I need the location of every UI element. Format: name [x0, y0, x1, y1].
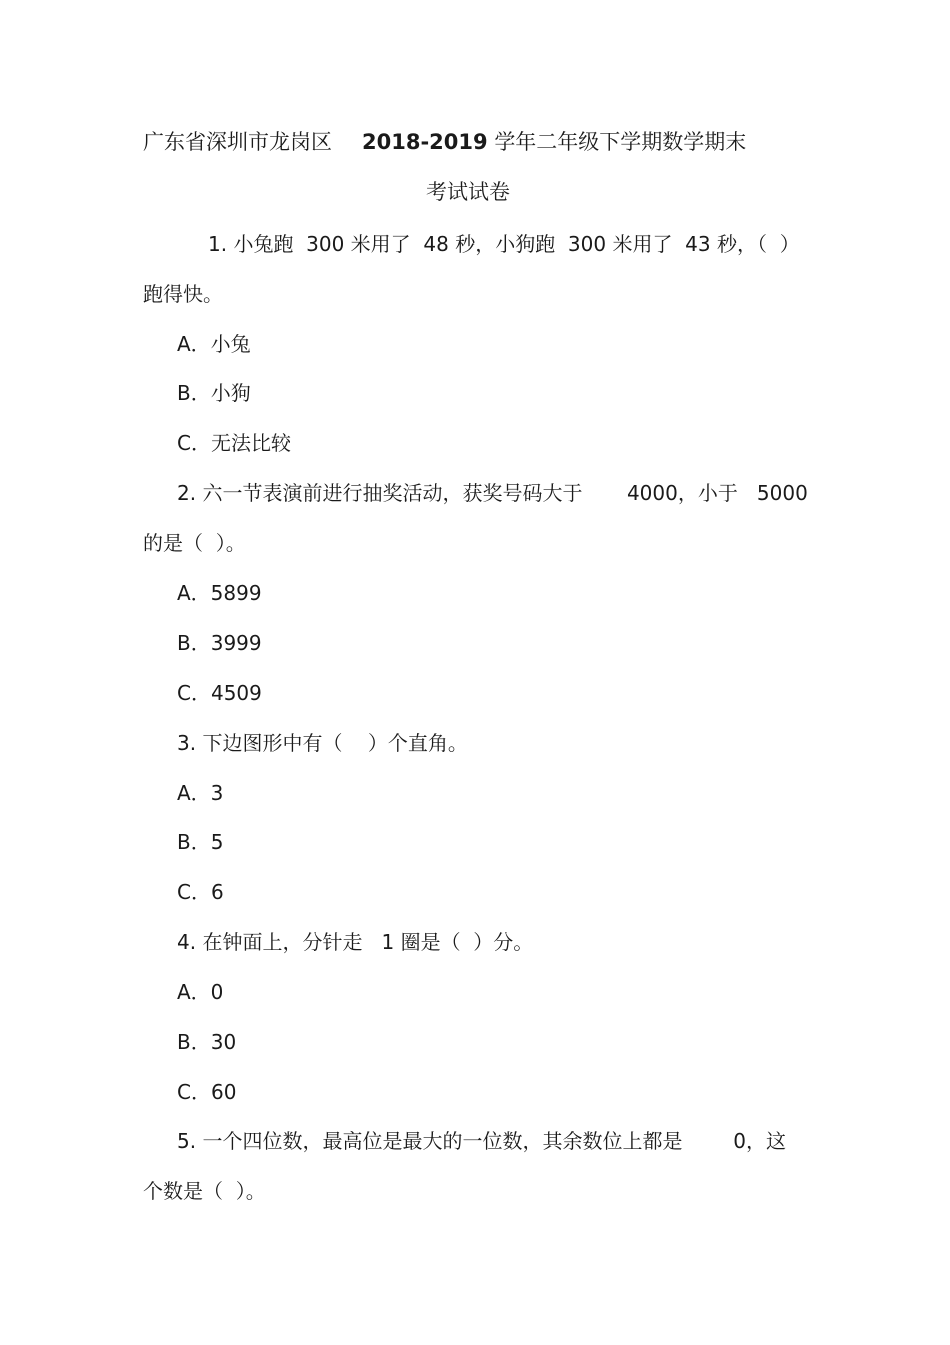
title-prefix: 广东省深圳市龙岗区 [143, 130, 332, 154]
title-year: 2018-2019 [362, 130, 488, 154]
question-2-option-a: A．5899 [177, 581, 262, 605]
question-2-stem-line-2: 的是（ ）。 [143, 531, 246, 555]
question-3-option-a: A．3 [177, 781, 224, 805]
question-5-stem-line-1: 5. 一个四位数，最高位是最大的一位数，其余数位上都是 0，这 [177, 1129, 787, 1153]
title-suffix: 学年二年级下学期数学期末 [494, 130, 747, 154]
question-4-stem-line-1: 4. 在钟面上，分针走 1 圈是（ ）分。 [177, 930, 534, 954]
question-5-stem-line-2: 个数是（ ）。 [143, 1179, 266, 1203]
question-3-stem-line-1: 3. 下边图形中有（ ）个直角。 [177, 731, 468, 755]
question-4-option-b: B．30 [177, 1030, 237, 1054]
question-4-option-a: A．0 [177, 980, 224, 1004]
question-1-option-c: C．无法比较 [177, 431, 291, 455]
question-2-stem-line-1: 2. 六一节表演前进行抽奖活动，获奖号码大于 4000，小于 5000 [177, 481, 808, 505]
question-3-option-c: C．6 [177, 880, 224, 904]
question-1-stem-line-2: 跑得快。 [143, 282, 223, 306]
question-1-stem-line-1: 1. 小兔跑 300 米用了 48 秒，小狗跑 300 米用了 43 秒，（ ） [208, 232, 800, 256]
question-3-option-b: B．5 [177, 830, 224, 854]
question-1-option-b: B．小狗 [177, 381, 251, 405]
question-2-option-c: C．4509 [177, 681, 262, 705]
question-1-option-a: A．小兔 [177, 332, 251, 356]
question-4-option-c: C．60 [177, 1080, 237, 1104]
exam-title-line2: 考试试卷 [426, 180, 510, 204]
exam-title-line1 [143, 129, 746, 155]
question-2-option-b: B．3999 [177, 631, 262, 655]
